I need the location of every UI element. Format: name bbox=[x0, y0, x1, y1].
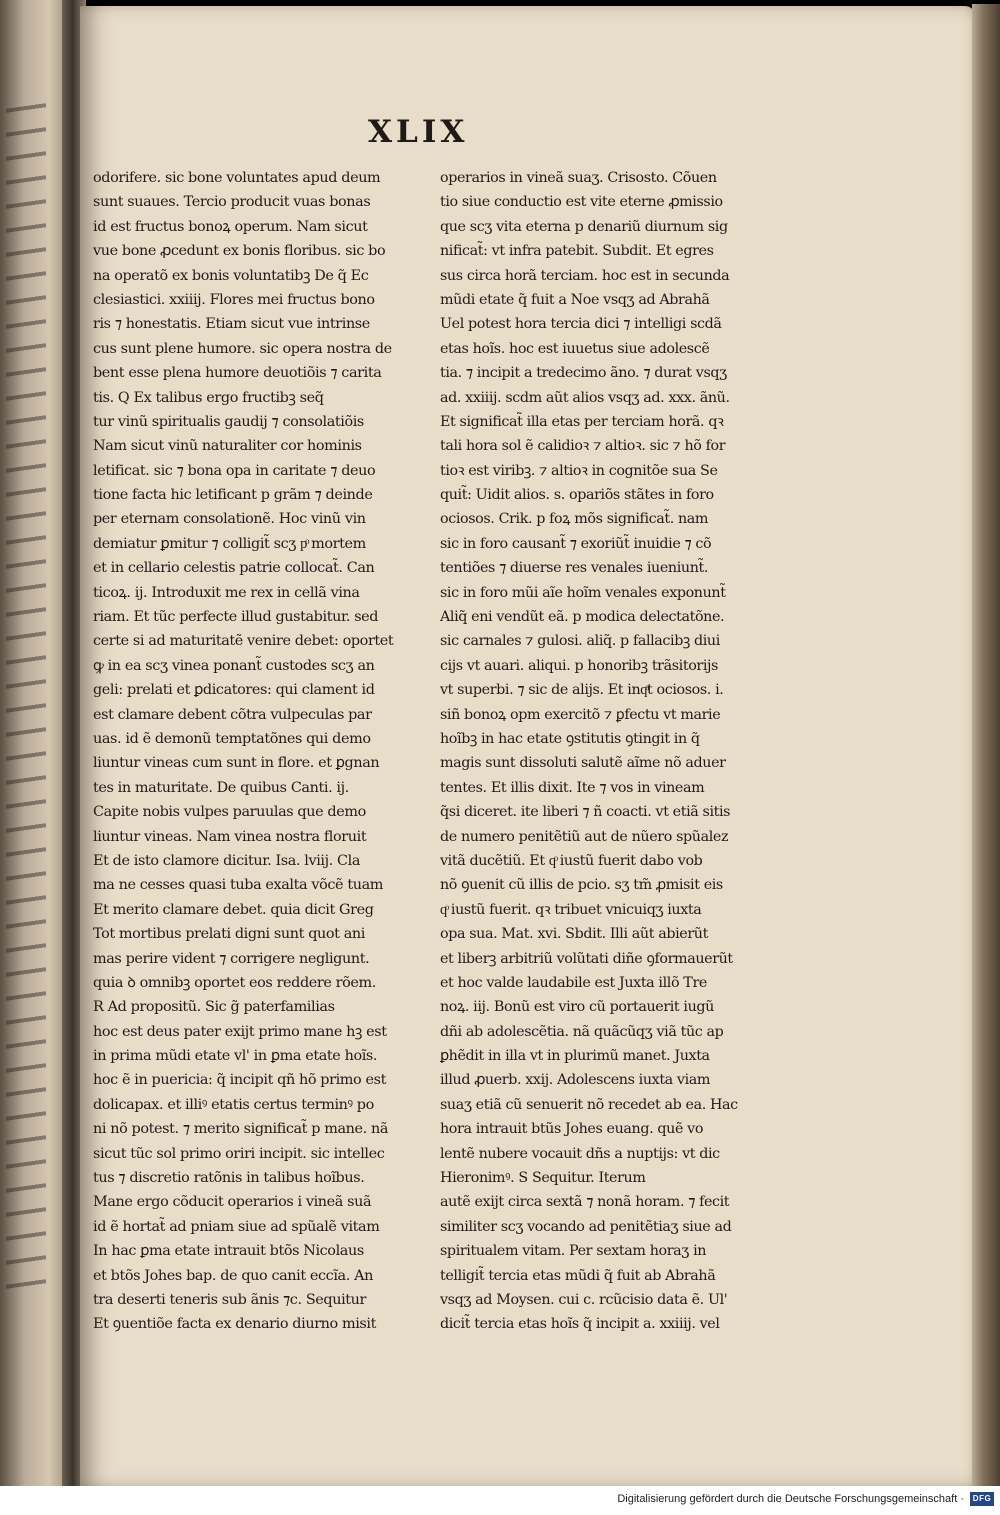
text-line: tus ⁊ discretio ratõnis in talibus hoĩbus. bbox=[93, 1170, 365, 1187]
text-line: hora intrauit btũs Johes euang. quẽ vo bbox=[440, 1121, 704, 1138]
text-line: vt superbi. ⁊ sic de alijs. Et inqͣt ociosos. i. bbox=[440, 682, 724, 699]
text-line: operarios in vineã suaʒ. Crisosto. Cõuen bbox=[440, 170, 717, 186]
text-line: et btõs Johes bap. de quo canit eccĩa. An bbox=[93, 1267, 373, 1284]
text-line: ad. xxiiij. scdm aũt alios vsqʒ ad. xxx. ãnũ. bbox=[440, 389, 730, 406]
text-line: geli: prelati et ꝑdicatores: qui clament id bbox=[93, 682, 375, 699]
text-line: liuntur vineas. Nam vinea nostra floruit bbox=[93, 828, 367, 845]
text-line: tur vinũ spiritualis gaudij ⁊ consolatiõis bbox=[93, 413, 364, 430]
text-line: Mane ergo cõducit operarios i vineã suã bbox=[93, 1194, 372, 1211]
dfg-logo-icon: DFG bbox=[970, 1492, 994, 1506]
text-line: Et significat̃ illa etas per terciam horã. qꝛ bbox=[440, 413, 724, 430]
text-line: Tot mortibus prelati digni sunt quot ani bbox=[93, 926, 365, 943]
text-line: tes in maturitate. De quibus Canti. ij. bbox=[93, 779, 349, 796]
text-line: magis sunt dissoluti salutẽ aĩme nõ aduer bbox=[440, 755, 726, 772]
text-line: Et de isto clamore dicitur. Isa. lviij. Cla bbox=[93, 852, 361, 869]
text-line: hoc ẽ in puericia: q̃ incipit qñ hõ primo est bbox=[93, 1072, 386, 1089]
text-line: nõ ꝯuenit cũ illis de pcio. sʒ tm̃ ꝓmisit eis bbox=[440, 877, 723, 894]
text-line: uas. id ẽ demonũ temptatõnes qui demo bbox=[93, 730, 371, 747]
previous-page-text-bleed bbox=[6, 87, 46, 1293]
text-line: similiter scʒ vocando ad penitẽtiaʒ siue ad bbox=[440, 1218, 732, 1235]
text-line: q̃si diceret. ite liberi ⁊ ñ coacti. vt etiã sitis bbox=[440, 804, 731, 821]
text-line: illud ꝓuerb. xxij. Adolescens iuxta viam bbox=[440, 1072, 711, 1089]
text-line: mas perire vident ⁊ corrigere negligunt. bbox=[93, 950, 370, 967]
text-line: demiatur ꝑmitur ⁊ colligit̃ scʒ pͦ mortem bbox=[93, 535, 366, 552]
text-line: tali hora sol ẽ calidioꝛ ⁊ altioꝛ. sic ⁊ hõ for bbox=[440, 438, 726, 455]
text-line: sic in foro mũi aĩe hoĩm venales exponunt̃ bbox=[440, 584, 726, 601]
text-line: tentiões ⁊ diuerse res venales iueniunt̃. bbox=[440, 560, 708, 577]
page-stack-edge bbox=[972, 4, 1000, 1486]
text-line: autẽ exijt circa sextã ⁊ nonã horam. ⁊ fecit bbox=[440, 1194, 730, 1211]
text-line: quit̃: Uidit alios. s. opariõs stãtes in foro bbox=[440, 487, 714, 504]
text-line: id ẽ hortat̃ ad pniam siue ad spũalẽ vitam bbox=[93, 1218, 380, 1235]
text-line: ociosos. Crik. p foꝝ mõs significat̃. nam bbox=[440, 511, 709, 528]
text-line: suaʒ etiã cũ senuerit nõ recedet ab ea. Hac bbox=[440, 1096, 738, 1113]
footer-bar bbox=[0, 1486, 1000, 1515]
text-line: et in cellario celestis patrie collocat̃. Can bbox=[93, 560, 375, 577]
folio-number: XLIX bbox=[368, 114, 469, 150]
text-line: noꝝ. iij. Bonũ est viro cũ portauerit iugũ bbox=[440, 999, 714, 1016]
text-line: nificat̃: vt infra patebit. Subdit. Et egres bbox=[440, 243, 714, 260]
text-line: sic carnales ⁊ gulosi. aliq̃. p fallacibꝫ diui bbox=[440, 633, 720, 650]
book-page bbox=[80, 6, 975, 1486]
text-line: tra deserti teneris sub ãnis ⁊c. Sequitur bbox=[93, 1291, 367, 1308]
text-line: et liberꝫ arbitriũ volũtati diñe ꝯformauerũt bbox=[440, 950, 733, 967]
text-line: cus sunt plene humore. sic opera nostra de bbox=[93, 340, 392, 357]
text-line: tis. Q Ex talibus ergo fructibꝫ seq̃ bbox=[93, 389, 324, 406]
text-line: vsqʒ ad Moysen. cui c. rcũcisio data ẽ. Ul' bbox=[440, 1291, 728, 1308]
text-line: que scʒ vita eterna p denariũ diurnum sig bbox=[440, 218, 728, 235]
text-line: tia. ⁊ incipit a tredecimo ãno. ⁊ durat vsqʒ bbox=[440, 365, 727, 382]
text-line: siñ bonoꝝ opm exercitõ ⁊ ꝑfectu vt marie bbox=[440, 706, 721, 723]
text-line: certe si ad maturitatẽ venire debet: oportet bbox=[93, 633, 394, 650]
text-line: ꝑhẽdit in illa vt in plurimũ manet. Juxta bbox=[440, 1048, 710, 1065]
text-line: Uel potest hora tercia dici ⁊ intelligi scdã bbox=[440, 316, 722, 333]
text-line: sic in foro causant̃ ⁊ exoriũt̃ inuidie ⁊ cõ bbox=[440, 535, 712, 552]
text-line: clesiastici. xxiiij. Flores mei fructus bono bbox=[93, 291, 375, 308]
text-line: Et merito clamare debet. quia dicit Greg bbox=[93, 901, 374, 918]
text-line: Aliq̃ eni vendũt eã. p modica delectatõne. bbox=[440, 609, 725, 626]
text-line: per eternam consolationẽ. Hoc vinũ vin bbox=[93, 511, 366, 528]
text-line: qͦ iustũ fuerit. qꝛ tribuet vnicuiqʒ iuxta bbox=[440, 901, 702, 918]
text-line: sicut tũc sol primo oriri incipit. sic intellec bbox=[93, 1145, 385, 1162]
text-line: vitã ducẽtiũ. Et qͦ iustũ fuerit dabo vob bbox=[440, 852, 703, 869]
funding-credit: Digitalisierung gefördert durch die Deutsche Forschungsgemeinschaft · bbox=[617, 1493, 964, 1505]
text-line: est clamare debent cõtra vulpeculas par bbox=[93, 706, 372, 723]
text-line: in prima mũdi etate vl' in ꝑma etate hoĩs. bbox=[93, 1048, 378, 1065]
text-line: quia ꝺ omnibꝫ oportet eos reddere rõem. bbox=[93, 974, 376, 991]
text-line: dñi ab adolescẽtia. nã quãcũqʒ viã tũc ap bbox=[440, 1023, 724, 1040]
text-line: id est fructus bonoꝝ operum. Nam sicut bbox=[93, 218, 368, 235]
text-line: telligit̃ tercia etas mũdi q̃ fuit ab Abrahã bbox=[440, 1267, 716, 1284]
text-line: hoc est deus pater exijt primo mane hꝫ est bbox=[93, 1023, 387, 1040]
text-line: liuntur vineas cum sunt in flore. et ꝑgnan bbox=[93, 755, 380, 772]
text-line: odorifere. sic bone voluntates apud deum bbox=[93, 170, 381, 186]
previous-page-edge bbox=[0, 0, 70, 1486]
text-line: ris ⁊ honestatis. Etiam sicut vue intrinse bbox=[93, 316, 370, 333]
text-line: sus circa horã terciam. hoc est in secunda bbox=[440, 267, 730, 284]
text-line: Hieronimꝰ. S Sequitur. Iterum bbox=[440, 1170, 646, 1187]
text-line: bent esse plena humore deuotiõis ⁊ carita bbox=[93, 365, 382, 382]
text-line: etas hoĩs. hoc est iuuetus siue adolescẽ bbox=[440, 340, 710, 357]
text-line: sunt suaues. Tercio producit vuas bonas bbox=[93, 194, 371, 211]
text-line: vue bone ꝓcedunt ex bonis floribus. sic bo bbox=[93, 243, 386, 260]
text-line: tioꝛ est viribꝫ. ⁊ altioꝛ in cognitõe sua Se bbox=[440, 462, 718, 479]
text-line: de numero penitẽtiũ aut de nũero spũalez bbox=[440, 828, 729, 845]
text-line: ma ne cesses quasi tuba exalta võcẽ tuam bbox=[93, 877, 383, 894]
text-line: dolicapax. et illiꝰ etatis certus terminꝰ po bbox=[93, 1096, 374, 1113]
text-line: dicit̃ tercia etas hoĩs q̃ incipit a. xxiiij. vel bbox=[440, 1316, 720, 1333]
text-line: tentes. Et illis dixit. Ite ⁊ vos in vineam bbox=[440, 779, 705, 796]
text-line: opa sua. Mat. xvi. Sbdit. Illi aũt abierũt bbox=[440, 926, 708, 943]
text-line: lentẽ nubere vocauit dñs a nuptijs: vt dic bbox=[440, 1145, 720, 1162]
text-line: Et ꝯuentiõe facta ex denario diurno misit bbox=[93, 1316, 376, 1333]
text-line: tione facta hic letificant p grãm ⁊ deinde bbox=[93, 487, 373, 504]
text-line: cijs vt auari. aliqui. p honoribꝫ trãsitorijs bbox=[440, 657, 718, 674]
text-line: ticoꝝ. ij. Introduxit me rex in cellã vina bbox=[93, 584, 360, 601]
text-line: R Ad propositũ. Sic g̃ paterfamilias bbox=[93, 999, 335, 1016]
text-line: na operatõ ex bonis voluntatibꝫ De q̃ Ec bbox=[93, 267, 369, 284]
text-line: In hac ꝑma etate intrauit btõs Nicolaus bbox=[93, 1243, 364, 1260]
text-line: mũdi etate q̃ fuit a Noe vsqʒ ad Abrahã bbox=[440, 291, 710, 308]
text-line: Capite nobis vulpes paruulas que demo bbox=[93, 804, 366, 821]
right-text-column bbox=[440, 166, 755, 1337]
left-text-column bbox=[93, 166, 408, 1337]
text-line: ꝙ in ea scʒ vinea ponant̃ custodes scʒ an bbox=[93, 657, 375, 674]
text-line: riam. Et tũc perfecte illud gustabitur. sed bbox=[93, 609, 379, 626]
text-line: ni nõ potest. ⁊ merito significat̃ p mane. nã bbox=[93, 1121, 389, 1138]
text-line: hoĩbꝫ in hac etate ꝯstitutis ꝯtingit in q̃ bbox=[440, 730, 700, 747]
text-line: spiritualem vitam. Per sextam horaʒ in bbox=[440, 1243, 707, 1260]
text-line: letificat. sic ⁊ bona opa in caritate ⁊ deuo bbox=[93, 462, 376, 479]
text-line: tio siue conductio est vite eterne ꝓmissio bbox=[440, 194, 723, 211]
text-line: et hoc valde laudabile est Juxta illõ Tre bbox=[440, 974, 707, 991]
text-line: Nam sicut vinũ naturaliter cor hominis bbox=[93, 438, 362, 455]
